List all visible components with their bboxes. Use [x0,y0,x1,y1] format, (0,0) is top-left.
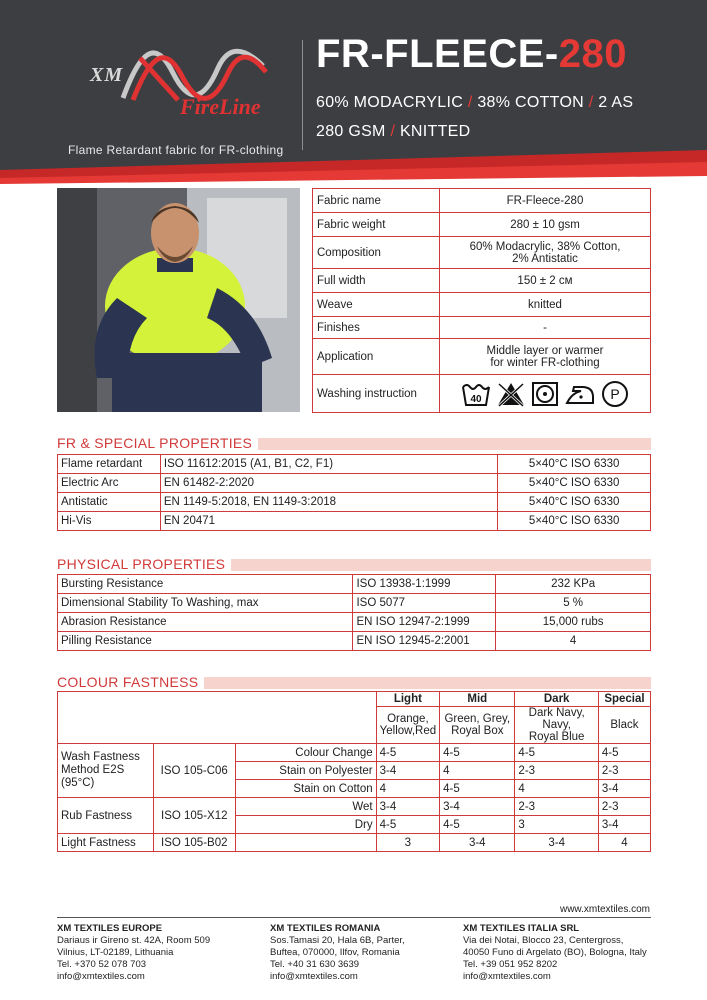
physical-value: 15,000 rubs [496,613,651,632]
value-dark: 4-5 [515,744,598,762]
test-name: Colour Change [235,744,376,762]
fr-property: Flame retardant [58,455,161,474]
value-mid: 3-4 [440,798,515,816]
fr-property: Antistatic [58,493,161,512]
tagline: Flame Retardant fabric for FR-clothing [68,143,284,157]
company-logo [90,38,290,124]
office-city: 40050 Funo di Argelato (BO), Bologna, Italy [463,947,647,958]
table-row [58,613,651,632]
physical-properties-table [57,574,651,651]
col-header-dark: Dark [515,692,598,707]
colour-section-title: COLOUR FASTNESS [57,675,204,690]
physical-section-title: PHYSICAL PROPERTIES [57,557,231,572]
office-phone: Tel. +39 051 952 8202 [463,959,558,970]
office-address: Sos.Tamasi 20, Hala 6B, Parter, [270,935,405,946]
office-romania [270,923,405,983]
test-name: Dry [235,816,376,834]
rub-fastness-standard: ISO 105-X12 [153,798,235,834]
spec-key: Weave [313,293,440,317]
spec-value: - [440,317,651,339]
spec-row [313,237,651,269]
value-mid: 4-5 [440,744,515,762]
col-header-mid: Mid [440,692,515,707]
value-special: 4 [598,834,650,852]
fr-property: Electric Arc [58,474,161,493]
value-special: 2-3 [598,762,650,780]
office-address: Dariaus ir Gireno st. 42A, Room 509 [57,935,211,946]
rub-fastness-label: Rub Fastness [58,798,154,834]
value-mid: 4-5 [440,816,515,834]
col-header-special: Special [598,692,650,707]
spec-row [313,339,651,375]
office-name: XM TEXTILES EUROPE [57,923,163,934]
office-phone: Tel. +370 52 078 703 [57,959,147,970]
spec-key: Full width [313,269,440,293]
test-name: Stain on Cotton [235,780,376,798]
spec-key: Finishes [313,317,440,339]
value-dark: 3 [515,816,598,834]
col-subheader-light: Orange, Yellow,Red [376,707,439,744]
sub2-part: KNITTED [399,123,471,140]
colour-fastness-table [57,691,651,852]
physical-property: Abrasion Resistance [58,613,353,632]
table-row [58,474,651,493]
table-header-row [58,692,651,707]
value-dark: 2-3 [515,798,598,816]
spec-value: Middle layer or warmer for winter FR-clothing [440,339,651,375]
colour-section-heading [57,675,651,690]
spec-row [313,317,651,339]
sub1-slash: / [467,94,473,111]
col-subheader-special: Black [598,707,650,744]
value-dark: 3-4 [515,834,598,852]
dry-clean-p-icon [601,380,629,408]
page-title [316,32,627,77]
value-light: 3-4 [376,762,439,780]
office-city: Buftea, 070000, Ilfov, Romania [270,947,400,958]
wash-40-icon [461,381,491,407]
physical-standard: ISO 13938-1:1999 [353,575,496,594]
fr-washing: 5×40°C ISO 6330 [498,455,651,474]
fr-section-heading [57,436,651,451]
value-special: 4-5 [598,744,650,762]
spec-value: 150 ± 2 см [440,269,651,293]
value-mid: 3-4 [440,834,515,852]
sub1-part: 2 AS [598,94,634,111]
physical-property: Pilling Resistance [58,632,353,651]
office-city: Vilnius, LT-02189, Lithuania [57,947,174,958]
value-mid: 4 [440,762,515,780]
table-row [58,575,651,594]
table-row [58,594,651,613]
office-email[interactable]: info@xmtextiles.com [463,971,551,982]
test-name: Wet [235,798,376,816]
spec-value: FR-Fleece-280 [440,189,651,213]
spec-row [313,213,651,237]
spec-key: Fabric name [313,189,440,213]
spec-key: Fabric weight [313,213,440,237]
office-europe [57,923,210,983]
title-number: 280 [558,32,628,76]
logo-xm-text: XM [90,64,124,86]
physical-standard: EN ISO 12947-2:1999 [353,613,496,632]
value-dark: 2-3 [515,762,598,780]
header-divider [302,40,303,150]
value-mid: 4-5 [440,780,515,798]
wash-fastness-label: Wash Fastness Method E2S (95°C) [58,744,154,798]
table-row [58,493,651,512]
spec-value: 280 ± 10 gsm [440,213,651,237]
product-photo [57,188,300,412]
fr-standard: ISO 11612:2015 (A1, B1, C2, F1) [160,455,497,474]
table-row [58,744,651,762]
spec-row [313,269,651,293]
fabric-spec-table [312,188,651,413]
svg-text:40: 40 [470,393,482,405]
iron-low-icon [564,381,596,407]
fr-section-title: FR & SPECIAL PROPERTIES [57,436,258,451]
fr-standard: EN 61482-2:2020 [160,474,497,493]
table-row [58,455,651,474]
tumble-dry-icon [531,381,559,407]
header-banner [0,0,707,188]
physical-standard: ISO 5077 [353,594,496,613]
sub1-part: 38% COTTON [477,94,585,111]
fr-property: Hi-Vis [58,512,161,531]
physical-section-heading [57,557,651,572]
sub1-slash: / [588,94,594,111]
svg-text:P: P [610,385,620,402]
title-main: FR-FLEECE- [316,32,559,76]
office-phone: Tel. +40 31 630 3639 [270,959,360,970]
wash-icons-cell [440,375,651,413]
value-light: 4-5 [376,744,439,762]
logo-fireline-text: FireLine [180,94,261,119]
office-italia [463,923,647,983]
value-light: 3 [376,834,439,852]
sub2-part: 280 GSM [316,123,386,140]
office-email[interactable]: info@xmtextiles.com [57,971,145,982]
value-light: 4 [376,780,439,798]
value-special: 3-4 [598,816,650,834]
composition-subtitle [316,94,633,112]
physical-property: Bursting Resistance [58,575,353,594]
col-subheader-dark: Dark Navy, Navy, Royal Blue [515,707,598,744]
table-row [58,798,651,816]
value-special: 3-4 [598,780,650,798]
table-row [58,834,651,852]
light-fastness-standard: ISO 105-B02 [153,834,235,852]
physical-value: 4 [496,632,651,651]
physical-property: Dimensional Stability To Washing, max [58,594,353,613]
spec-row [313,189,651,213]
wash-fastness-standard: ISO 105-C06 [153,744,235,798]
fr-washing: 5×40°C ISO 6330 [498,512,651,531]
fr-standard: EN 20471 [160,512,497,531]
physical-value: 232 KPa [496,575,651,594]
value-dark: 4 [515,780,598,798]
fr-washing: 5×40°C ISO 6330 [498,493,651,512]
test-name: Stain on Polyester [235,762,376,780]
office-email[interactable]: info@xmtextiles.com [270,971,358,982]
no-bleach-icon [496,381,526,407]
spec-row [313,375,651,413]
spec-key: Washing instruction [313,375,440,413]
weight-subtitle [316,123,470,141]
fr-washing: 5×40°C ISO 6330 [498,474,651,493]
col-header-light: Light [376,692,439,707]
fr-standard: EN 1149-5:2018, EN 1149-3:2018 [160,493,497,512]
worker-illustration [57,188,300,412]
value-light: 4-5 [376,816,439,834]
office-name: XM TEXTILES ITALIA SRL [463,923,580,934]
website-link[interactable]: www.xmtextiles.com [559,904,650,915]
spec-value: 60% Modacrylic, 38% Cotton, 2% Antistatic [440,237,651,269]
table-row [58,632,651,651]
spec-key: Application [313,339,440,375]
office-name: XM TEXTILES ROMANIA [270,923,381,934]
table-row [58,512,651,531]
col-subheader-mid: Green, Grey, Royal Box [440,707,515,744]
light-fastness-label: Light Fastness [58,834,154,852]
value-light: 3-4 [376,798,439,816]
sub2-slash: / [390,123,396,140]
sub1-part: 60% MODACRYLIC [316,94,464,111]
physical-standard: EN ISO 12945-2:2001 [353,632,496,651]
value-special: 2-3 [598,798,650,816]
office-address: Via dei Notai, Blocco 23, Centergross, [463,935,624,946]
spec-value: knitted [440,293,651,317]
spec-row [313,293,651,317]
spec-key: Composition [313,237,440,269]
physical-value: 5 % [496,594,651,613]
fr-properties-table [57,454,651,531]
footer-divider [57,917,651,918]
